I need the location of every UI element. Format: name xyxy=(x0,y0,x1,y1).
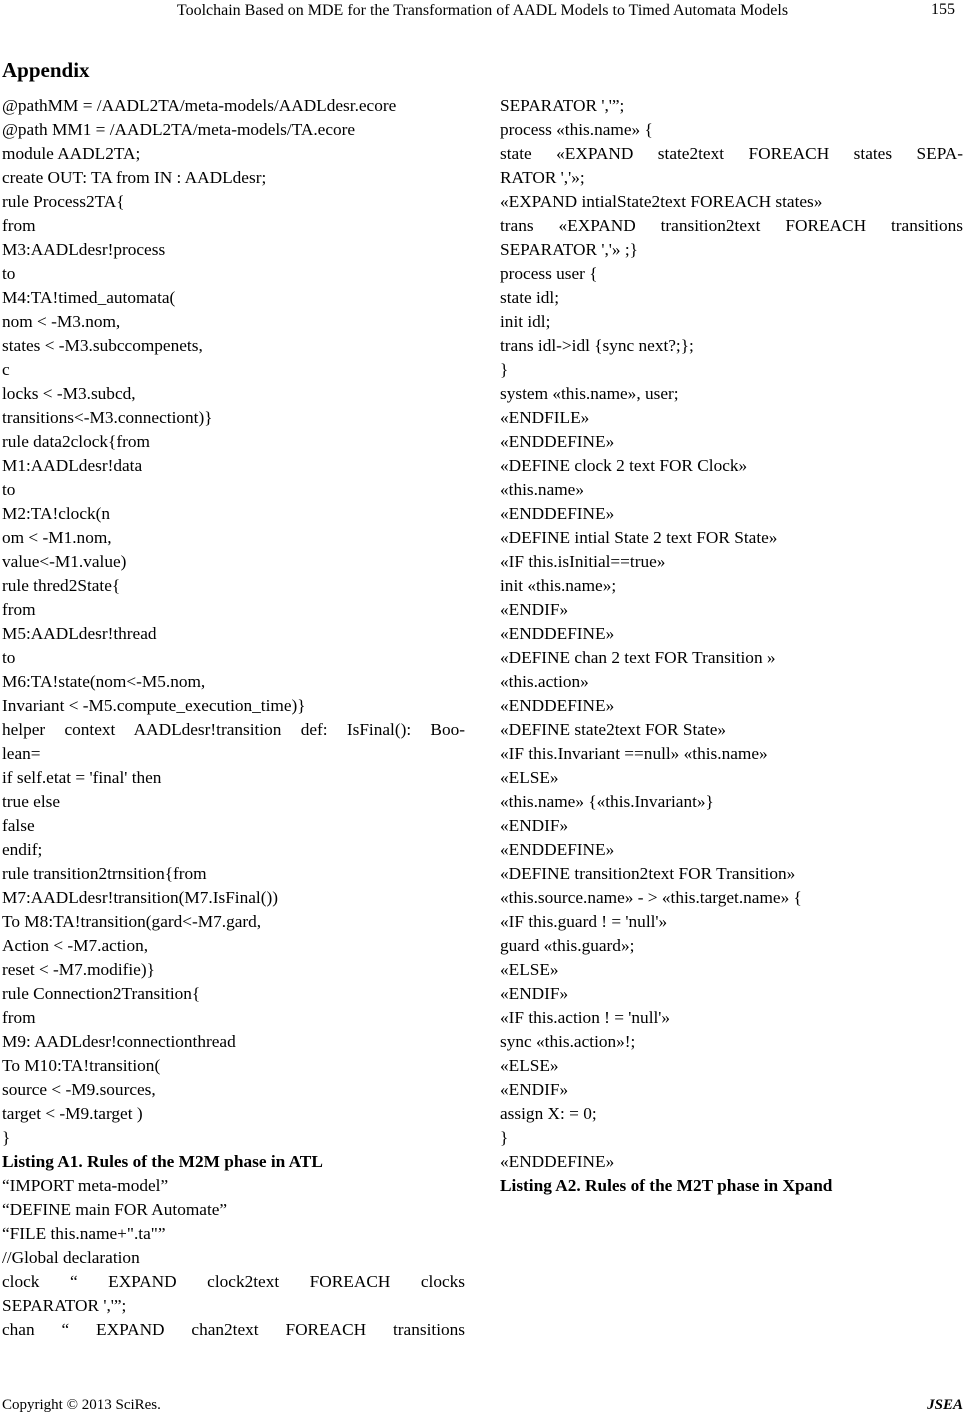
code-line: «IF this.guard ! = 'null'» xyxy=(500,912,668,931)
code-line: M6:TA!state(nom<-M5.nom, xyxy=(2,672,206,691)
code-line: trans idl->idl {sync next?;}; xyxy=(500,336,694,355)
code-line: «this.name» {«this.Invariant»} xyxy=(500,792,714,811)
code-line: rule data2clock{from xyxy=(2,432,150,451)
code-line: «IF this.Invariant ==null» «this.name» xyxy=(500,744,768,763)
code-line: rule Process2TA{ xyxy=(2,192,125,211)
code-line: “DEFINE main FOR Automate” xyxy=(2,1200,228,1219)
code-line: @path MM1 = /AADL2TA/meta-models/TA.ecore xyxy=(2,120,356,139)
listing-caption: Listing A1. Rules of the M2M phase in ATL xyxy=(2,1152,323,1171)
code-line: To M10:TA!transition( xyxy=(2,1056,161,1075)
code-line: «DEFINE state2text FOR State» xyxy=(500,720,727,739)
code-line: from xyxy=(2,600,36,619)
code-line: «this.source.name» - > «this.target.name» { xyxy=(500,888,802,907)
code-line: state idl; xyxy=(500,288,560,307)
code-line: source < -M9.sources, xyxy=(2,1080,156,1099)
page-footer xyxy=(0,1394,965,1416)
running-title: Toolchain Based on MDE for the Transformation of AADL Models to Timed Automata Models xyxy=(176,2,789,19)
code-line: sync «this.action»!; xyxy=(500,1032,636,1051)
code-line: «DEFINE chan 2 text FOR Transition » xyxy=(500,648,776,667)
code-line: M7:AADLdesr!transition(M7.IsFinal()) xyxy=(2,888,278,907)
code-line: init idl; xyxy=(500,312,551,331)
page-number: 155 xyxy=(931,1,955,18)
code-line: «ENDFILE» xyxy=(500,408,590,427)
code-line: «ENDIF» xyxy=(500,1080,569,1099)
code-line: SEPARATOR ','”; xyxy=(500,96,625,115)
code-line: init «this.name»; xyxy=(500,576,617,595)
copyright: Copyright © 2013 SciRes. xyxy=(2,1397,161,1413)
code-line: RATOR ','»; xyxy=(500,168,585,187)
code-line: trans «EXPAND transition2text FOREACH transitions xyxy=(500,216,963,235)
code-line: states < -M3.subccompenets, xyxy=(2,336,203,355)
code-line: lean= xyxy=(2,744,41,763)
code-line: «ENDDEFINE» xyxy=(500,696,615,715)
page-header xyxy=(0,0,965,28)
code-line: SEPARATOR ','”; xyxy=(2,1296,127,1315)
code-line: «DEFINE clock 2 text FOR Clock» xyxy=(500,456,748,475)
code-line: false xyxy=(2,816,35,835)
code-line: target < -M9.target ) xyxy=(2,1104,143,1123)
code-line: M3:AADLdesr!process xyxy=(2,240,166,259)
journal-abbrev: JSEA xyxy=(927,1397,963,1413)
code-line: true else xyxy=(2,792,61,811)
code-line: assign X: = 0; xyxy=(500,1104,597,1123)
code-line: from xyxy=(2,216,36,235)
code-line: //Global declaration xyxy=(2,1248,140,1267)
code-line: «ENDDEFINE» xyxy=(500,432,615,451)
code-line: «ENDIF» xyxy=(500,600,569,619)
code-line: from xyxy=(2,1008,36,1027)
code-line: “FILE this.name+".ta"” xyxy=(2,1224,166,1243)
code-line: if self.etat = 'final' then xyxy=(2,768,162,787)
code-line: om < -M1.nom, xyxy=(2,528,112,547)
code-line: guard «this.guard»; xyxy=(500,936,635,955)
right-column xyxy=(500,94,963,1198)
code-line: «this.name» xyxy=(500,480,584,499)
code-line: «ENDIF» xyxy=(500,816,569,835)
code-line: state «EXPAND state2text FOREACH states SEPA- xyxy=(500,144,963,163)
code-line: locks < -M3.subcd, xyxy=(2,384,136,403)
code-line: «ENDDEFINE» xyxy=(500,504,615,523)
code-line: «DEFINE transition2text FOR Transition» xyxy=(500,864,796,883)
code-line: system «this.name», user; xyxy=(500,384,679,403)
listing-caption: Listing A2. Rules of the M2T phase in Xpand xyxy=(500,1176,833,1195)
code-line: } xyxy=(500,360,509,379)
code-line: «this.action» xyxy=(500,672,589,691)
code-line: M5:AADLdesr!thread xyxy=(2,624,157,643)
code-line: «ELSE» xyxy=(500,1056,559,1075)
code-line: «EXPAND intialState2text FOREACH states» xyxy=(500,192,823,211)
code-line: process user { xyxy=(500,264,598,283)
code-line: «ENDDEFINE» xyxy=(500,624,615,643)
code-line: } xyxy=(500,1128,509,1147)
code-line: To M8:TA!transition(gard<-M7.gard, xyxy=(2,912,262,931)
code-line: M1:AADLdesr!data xyxy=(2,456,143,475)
code-line: create OUT: TA from IN : AADLdesr; xyxy=(2,168,267,187)
code-line: clock “ EXPAND clock2text FOREACH clocks xyxy=(2,1272,465,1291)
code-line: «ENDDEFINE» xyxy=(500,1152,615,1171)
code-line: chan “ EXPAND chan2text FOREACH transitions xyxy=(2,1320,465,1339)
code-line: c xyxy=(2,360,10,379)
left-column xyxy=(2,94,465,1342)
code-line: «ENDDEFINE» xyxy=(500,840,615,859)
code-line: to xyxy=(2,480,16,499)
code-line: to xyxy=(2,648,16,667)
code-line: «ELSE» xyxy=(500,768,559,787)
code-line: «IF this.action ! = 'null'» xyxy=(500,1008,671,1027)
code-line: Action < -M7.action, xyxy=(2,936,149,955)
code-line: «DEFINE intial State 2 text FOR State» xyxy=(500,528,778,547)
code-line: reset < -M7.modifie)} xyxy=(2,960,155,979)
code-line: rule Connection2Transition{ xyxy=(2,984,201,1003)
code-line: process «this.name» { xyxy=(500,120,653,139)
code-line: helper context AADLdesr!transition def: IsFinal(): Boo- xyxy=(2,720,465,739)
code-line: value<-M1.value) xyxy=(2,552,127,571)
code-line: «ELSE» xyxy=(500,960,559,979)
code-line: rule transition2trnsition{from xyxy=(2,864,207,883)
code-line: endif; xyxy=(2,840,43,859)
code-line: to xyxy=(2,264,16,283)
code-line: @pathMM = /AADL2TA/meta-models/AADLdesr.ecore xyxy=(2,96,397,115)
code-line: module AADL2TA; xyxy=(2,144,141,163)
code-line: M9: AADLdesr!connectionthread xyxy=(2,1032,236,1051)
code-line: nom < -M3.nom, xyxy=(2,312,121,331)
code-line: «ENDIF» xyxy=(500,984,569,1003)
code-line: SEPARATOR ','» ;} xyxy=(500,240,638,259)
code-line: } xyxy=(2,1128,11,1147)
code-line: M2:TA!clock(n xyxy=(2,504,111,523)
code-line: transitions<-M3.connectiont)} xyxy=(2,408,213,427)
section-title: Appendix xyxy=(2,58,90,82)
code-line: “IMPORT meta-model” xyxy=(2,1176,169,1195)
code-line: Invariant < -M5.compute_execution_time)} xyxy=(2,696,306,715)
code-line: M4:TA!timed_automata( xyxy=(2,288,176,307)
code-line: rule thred2State{ xyxy=(2,576,121,595)
code-line: «IF this.isInitial==true» xyxy=(500,552,666,571)
